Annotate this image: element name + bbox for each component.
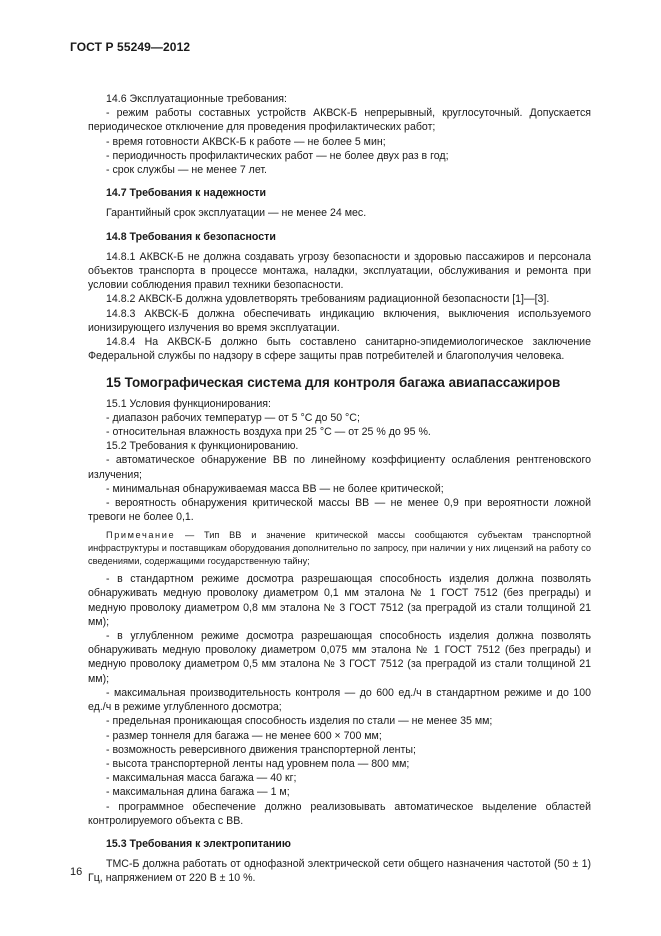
- clause-15-3-text: ТМС-Б должна работать от однофазной электрической сети общего назначения частотой (50 ± 1) Гц, напряжением от 220 В ± 10 %.: [88, 858, 591, 885]
- clause-15-3-heading: 15.3 Требования к электропитанию: [106, 837, 291, 850]
- clause-14-8-4: 14.8.4 На АКВСК-Б должно быть составлено санитарно-эпидемиологическое заключение Федеральной службы по надзору в сфере защиты прав потребителей и благополучия человека.: [88, 336, 591, 363]
- clause-15-1-title: 15.1 Условия функционирования:: [106, 397, 271, 410]
- clause-14-8-1: 14.8.1 АКВСК-Б не должна создавать угрозу безопасности и здоровью пассажиров и персонала объектов транспорта в процессе монтажа, наладки, эксплуатации, обслуживания и ремонта при условии соблюдения правил техники безопасности.: [88, 250, 591, 292]
- clause-14-8-3: 14.8.3 АКВСК-Б должна обеспечивать индикацию включения, выключения используемого ионизирующего излучения во время эксплуатации.: [88, 307, 591, 334]
- list-item: - возможность реверсивного движения транспортерной ленты;: [106, 743, 416, 756]
- list-item: - вероятность обнаружения критической массы ВВ — не менее 0,9 при вероятности ложной тревоги не более 0,1.: [88, 497, 591, 524]
- list-item: - программное обеспечение должно реализовывать автоматическое выделение областей контролируемого объекта с ВВ.: [88, 800, 591, 827]
- list-item: - автоматическое обнаружение ВВ по линейному коэффициенту ослабления рентгеновского излучения;: [88, 454, 591, 481]
- page-number: 16: [70, 866, 83, 878]
- list-item: - режим работы составных устройств АКВСК-Б непрерывный, круглосуточный. Допускается периодическое отключение для проведения профилактических работ;: [88, 107, 591, 134]
- document-body: [88, 92, 591, 886]
- list-item: - срок службы — не менее 7 лет.: [106, 164, 268, 177]
- section-15-heading: 15 Томографическая система для контроля багажа авиапассажиров: [106, 375, 561, 391]
- clause-14-6-title: 14.6 Эксплуатационные требования:: [106, 93, 287, 105]
- list-item: - диапазон рабочих температур — от 5 °С до 50 °С;: [106, 411, 360, 424]
- list-item: - размер тоннеля для багажа — не менее 600 × 700 мм;: [106, 729, 382, 742]
- list-item: - максимальная длина багажа — 1 м;: [106, 786, 290, 799]
- list-item: - высота транспортерной ленты над уровнем пола — 800 мм;: [106, 757, 410, 770]
- note-label: Примечание: [106, 530, 176, 541]
- list-item: - периодичность профилактических работ — не более двух раз в год;: [106, 149, 449, 162]
- list-item: - в стандартном режиме досмотра разрешающая способность изделия должна позволять обнаруживать медную проволоку диаметром 0,1 мм эталона № 1 ГОСТ 7512 (без преграды) и медную проволоку диаметром 0,8 мм эталона № 3 ГОСТ 7512 (за преградой из стали толщиной 21 мм);: [88, 573, 591, 628]
- note: [88, 529, 591, 567]
- clause-14-7-text: Гарантийный срок эксплуатации — не менее 24 мес.: [106, 207, 367, 220]
- clause-14-8-2: 14.8.2 АКВСК-Б должна удовлетворять требованиям радиационной безопасности [1]—[3].: [106, 293, 550, 306]
- list-item: - предельная проникающая способность изделия по стали — не менее 35 мм;: [106, 715, 493, 728]
- list-item: - максимальная масса багажа — 40 кг;: [106, 772, 297, 785]
- note-text: — Тип ВВ и значение критической массы сообщаются субъектам транспортной инфраструктуры и поставщикам оборудования дополнительно по запросу, при наличии у них лицензий на работу со сведениями, содержащими государственную тайну;: [88, 530, 591, 566]
- list-item: - в углубленном режиме досмотра разрешающая способность изделия должна позволять обнаруживать медную проволоку диаметром 0,075 мм эталона № 1 ГОСТ 7512 (без преграды) и медную проволоку диаметром 0,5 мм эталона № 3 ГОСТ 7512 (за преградой из стали толщиной 21 мм);: [88, 630, 591, 685]
- clause-14-8-heading: 14.8 Требования к безопасности: [106, 230, 276, 243]
- document-code-header: ГОСТ Р 55249—2012: [70, 40, 191, 54]
- list-item: - минимальная обнаруживаемая масса ВВ — не более критической;: [106, 482, 444, 495]
- list-item: - относительная влажность воздуха при 25 °С — от 25 % до 95 %.: [106, 426, 431, 439]
- list-item: - максимальная производительность контроля — до 600 ед./ч в стандартном режиме и до 100 ед./ч в режиме углубленного досмотра;: [88, 686, 591, 714]
- clause-15-2-title: 15.2 Требования к функционированию.: [106, 440, 299, 453]
- list-item: - время готовности АКВСК-Б к работе — не более 5 мин;: [106, 135, 386, 148]
- clause-14-7-heading: 14.7 Требования к надежности: [106, 187, 267, 200]
